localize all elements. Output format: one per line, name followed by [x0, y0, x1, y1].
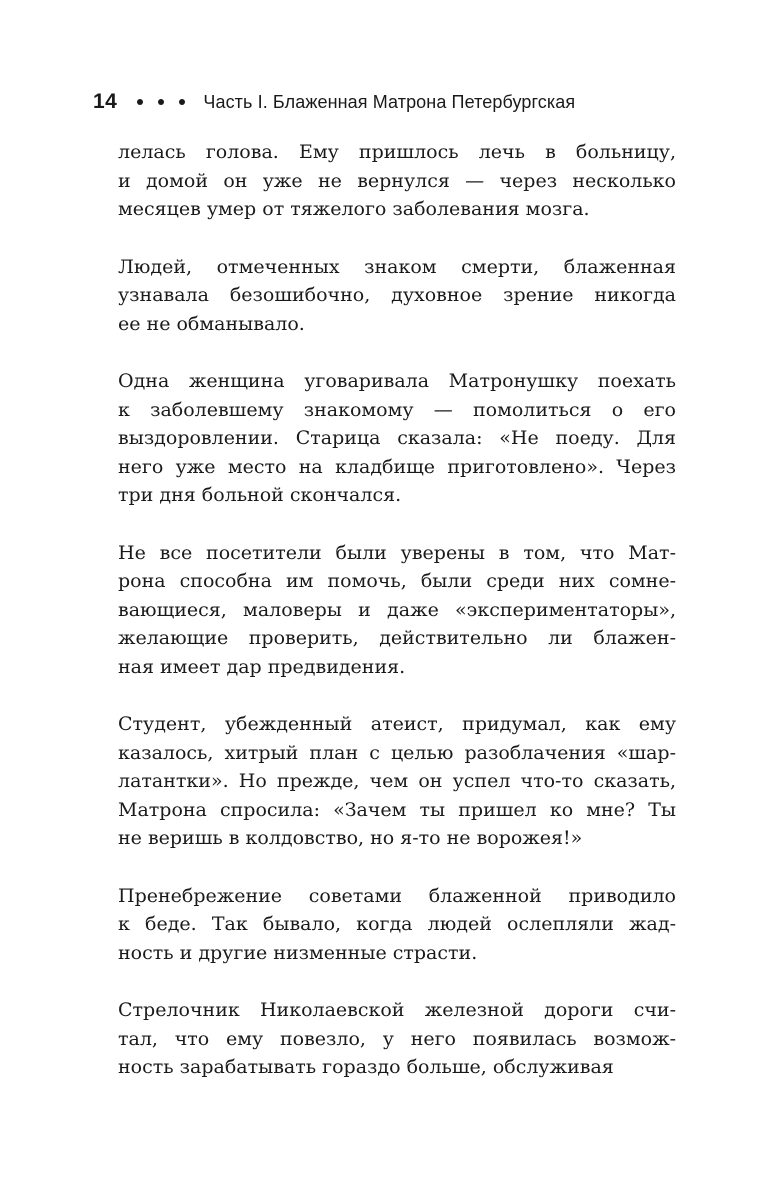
- paragraph: [118, 138, 676, 224]
- text-line: вающиеся, маловеры и даже «экспериментаторы»,: [118, 598, 676, 621]
- text-line: не веришь в колдовство, но я-то не ворожея!»: [118, 827, 583, 849]
- bullet-dot-icon: [179, 99, 185, 105]
- text-line: латантки». Но прежде, чем он успел что-то сказать,: [118, 770, 676, 792]
- text-line: рона способна им помочь, были среди них сомне-: [118, 570, 676, 592]
- text-line: лелась голова. Ему пришлось лечь в больницу,: [118, 141, 676, 163]
- paragraph: [118, 253, 676, 339]
- body-text: [118, 138, 676, 1111]
- text-line: ная имеет дар предвидения.: [118, 655, 406, 678]
- text-line: выздоровлении. Старица сказала: «Не поеду. Для: [118, 427, 676, 449]
- text-line: к заболевшему знакомому — помолиться о его: [118, 398, 676, 421]
- running-title: Часть I. Блаженная Матрона Петербургская: [203, 91, 576, 112]
- running-header: [93, 88, 693, 116]
- text-line: него уже место на кладбище приготовлено». Через: [118, 455, 676, 478]
- paragraph: [118, 996, 676, 1082]
- text-line: ность и другие низменные страсти.: [118, 941, 478, 964]
- text-line: Матрона спросила: «Зачем ты пришел ко мне? Ты: [118, 798, 676, 821]
- text-line: казалось, хитрый план с целью разоблачения «шар-: [118, 741, 676, 764]
- header-separator-dots: [137, 99, 185, 105]
- text-line: Стрелочник Николаевской железной дороги счи-: [118, 999, 676, 1021]
- text-line: Людей, отмеченных знаком смерти, блаженная: [118, 255, 676, 278]
- text-line: узнавала безошибочно, духовное зрение никогда: [118, 284, 676, 306]
- text-line: Пренебрежение советами блаженной приводило: [118, 884, 676, 907]
- page-number: 14: [93, 90, 118, 113]
- bullet-dot-icon: [137, 99, 143, 105]
- text-line: к беде. Так бывало, когда людей ослепляли жад-: [118, 913, 676, 935]
- text-line: и домой он уже не вернулся — через несколько: [118, 169, 676, 192]
- bullet-dot-icon: [158, 99, 164, 105]
- text-line: желающие проверить, действительно ли блажен-: [118, 627, 676, 649]
- paragraph: [118, 539, 676, 682]
- text-line: ее не обманывало.: [118, 312, 305, 335]
- text-line: Студент, убежденный атеист, придумал, как ему: [118, 713, 676, 735]
- paragraph: [118, 367, 676, 510]
- text-line: Одна женщина уговаривала Матронушку поехать: [118, 370, 676, 392]
- text-line: три дня больной скончался.: [118, 484, 402, 506]
- text-line: тал, что ему повезло, у него появилась возмож-: [118, 1027, 676, 1050]
- text-line: Не все посетители были уверены в том, что Мат-: [118, 541, 676, 564]
- text-line: месяцев умер от тяжелого заболевания мозга.: [118, 198, 590, 220]
- paragraph: [118, 882, 676, 968]
- text-line: ность зарабатывать гораздо больше, обслуживая: [118, 1056, 614, 1078]
- paragraph: [118, 710, 676, 853]
